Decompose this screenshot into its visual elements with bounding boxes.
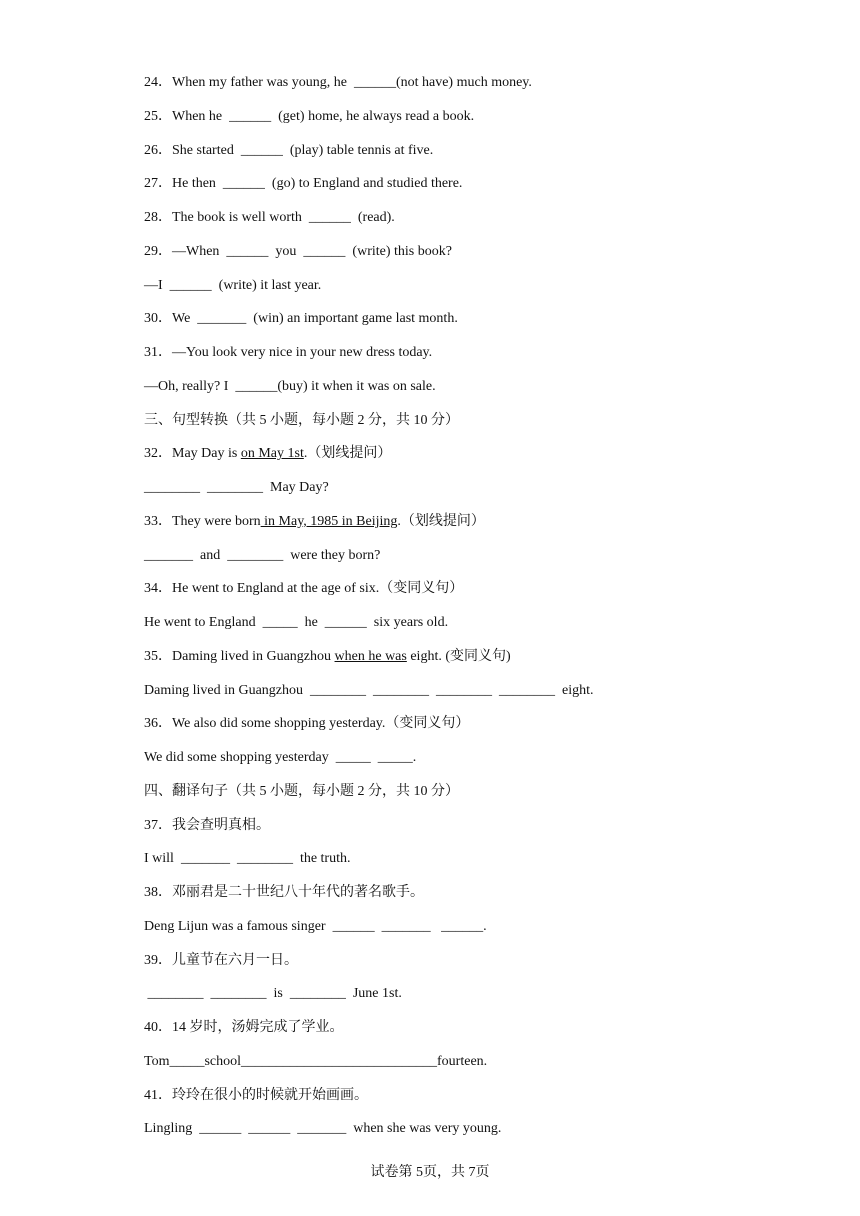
line-q29b	[144, 277, 321, 295]
line-text: ________ ________ May Day?	[144, 480, 329, 495]
line-text: 30．We _______ (win) an important game last month.	[144, 311, 458, 327]
line-q34ans	[144, 614, 448, 632]
line-q37	[144, 817, 270, 835]
line-text: Lingling ______ ______ _______ when she was very young.	[144, 1121, 502, 1137]
line-q25	[144, 108, 474, 126]
line-text: 26．She started ______ (play) table tennis at five.	[144, 142, 434, 158]
line-q29a	[144, 243, 452, 261]
line-text: —I ______ (write) it last year.	[144, 277, 322, 293]
line-text: _______ and ________ were they born?	[144, 547, 381, 563]
underlined-text: when he was	[334, 648, 407, 664]
line-text: 39．儿童节在六月一日。	[144, 952, 298, 968]
line-text: ________ ________ is ________ June 1st.	[144, 986, 402, 1002]
line-q28	[144, 209, 395, 227]
line-text: Tom_____school____________________________fourteen.	[144, 1053, 488, 1069]
line-text: 25．When he ______ (get) home, he always read a book.	[144, 108, 475, 124]
line-q31b	[144, 378, 436, 396]
line-q38	[144, 884, 424, 902]
line-q37ans	[144, 850, 351, 868]
line-q30	[144, 310, 458, 328]
line-text: 34．He went to England at the age of six.（变同义句）	[144, 581, 464, 597]
line-q38ans	[144, 918, 487, 936]
line-q41ans	[144, 1120, 501, 1138]
line-q35	[144, 648, 511, 666]
page-footer: 试卷第 5页，共 7页	[370, 1165, 490, 1180]
line-q36ans	[144, 749, 416, 767]
line-q24	[144, 74, 532, 92]
line-text: 36．We also did some shopping yesterday.（变同义句）	[144, 716, 470, 732]
line-text: 28．The book is well worth ______ (read).	[144, 210, 395, 225]
line-text: Deng Lijun was a famous singer ______ _______ ______.	[144, 918, 487, 934]
line-q27	[144, 175, 462, 193]
line-text: 40．14 岁时，汤姆完成了学业。	[144, 1020, 344, 1035]
line-q41	[144, 1087, 368, 1105]
line-text: He went to England _____ he ______ six years old.	[144, 615, 449, 630]
line-text: 31．—You look very nice in your new dress today.	[144, 345, 433, 360]
line-q33	[144, 513, 485, 531]
line-text: eight. (变同义句)	[406, 648, 511, 664]
line-q40ans	[144, 1053, 487, 1071]
line-text: 37．我会查明真相。	[144, 817, 270, 833]
line-text: We did some shopping yesterday _____ _____.	[144, 750, 417, 765]
line-q32	[144, 445, 391, 463]
line-text: 32．May Day is	[144, 446, 241, 462]
line-text: .（划线提问）	[303, 446, 392, 462]
line-text: 24．When my father was young, he ______(not have) much money.	[144, 75, 532, 90]
line-q39ans	[144, 985, 402, 1003]
line-text: 29．—When ______ you ______ (write) this book?	[144, 243, 452, 259]
line-text: 38．邓丽君是二十世纪八十年代的著名歌手。	[144, 885, 424, 900]
line-q33ans	[144, 547, 380, 565]
line-text: 四、翻译句子（共 5 小题，每小题 2 分，共 10 分）	[144, 783, 459, 799]
line-q31a	[144, 344, 432, 362]
line-text: 33．They were born	[144, 513, 261, 529]
line-text: 27．He then ______ (go) to England and studied there.	[144, 176, 463, 192]
line-q32ans	[144, 479, 329, 497]
line-text: 35．Daming lived in Guangzhou	[144, 648, 335, 664]
line-q39	[144, 952, 298, 970]
underlined-text: on May 1st	[240, 446, 304, 462]
line-text: I will _______ ________ the truth.	[144, 851, 351, 867]
line-sec4	[144, 783, 459, 801]
line-q40	[144, 1019, 344, 1037]
line-text: 三、句型转换（共 5 小题，每小题 2 分，共 10 分）	[144, 412, 459, 428]
line-q36	[144, 715, 469, 733]
line-text: Daming lived in Guangzhou ________ ________ ________ ________ eight.	[144, 682, 594, 698]
line-q34	[144, 580, 463, 598]
line-sec3	[144, 412, 459, 430]
line-text: 41．玲玲在很小的时候就开始画画。	[144, 1087, 368, 1103]
underlined-text: in May, 1985 in Beijing	[260, 513, 398, 529]
line-text: —Oh, really? I ______(buy) it when it was on sale.	[144, 378, 436, 394]
line-q35ans	[144, 682, 594, 700]
line-text: .（划线提问）	[397, 513, 485, 529]
line-q26	[144, 142, 433, 160]
